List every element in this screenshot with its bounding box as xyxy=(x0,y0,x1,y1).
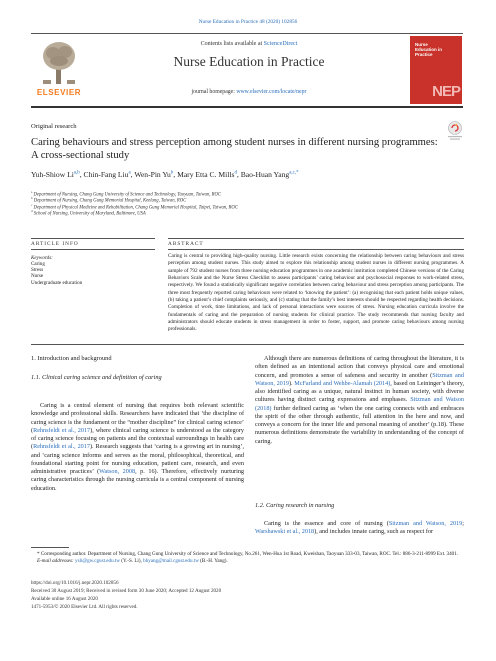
keyword-item: Stress xyxy=(31,267,44,274)
check-for-updates-icon[interactable] xyxy=(447,121,463,141)
abstract-rule-2 xyxy=(168,249,464,250)
subsection-heading-1-1: 1.1. Clinical caring science and definition of caring xyxy=(31,374,162,381)
citation-link[interactable]: Sitzman and Watson (2018) xyxy=(255,396,464,412)
citation-link[interactable]: Sitzman and Watson, 2019 xyxy=(388,520,463,527)
author-name[interactable]: Wen-Pin Yu xyxy=(134,170,171,179)
abstract-rule xyxy=(168,238,464,239)
citation-link[interactable]: Rehnsfeldt et al., 2017 xyxy=(33,443,90,451)
sciencedirect-link[interactable]: ScienceDirect xyxy=(263,41,298,47)
email-link-1[interactable]: ysli@gw.cgust.edu.tw xyxy=(75,558,120,564)
author-affiliation-marker[interactable]: d xyxy=(234,170,237,176)
author-affiliation-marker[interactable]: b xyxy=(170,170,174,176)
elsevier-logo[interactable] xyxy=(33,38,85,100)
author-list: Yuh-Shiow Li$^{a,b}$, Chin-Fang Liu$^a$, Wen-Pin Yu$^b$, Mary Etta C. Mills$^d$, Bao-Huan Yang$^{a,c,*}$ xyxy=(31,170,299,179)
affiliation-item: $^b$ Department of Nursing, Chang Gung Memorial Hospital, Keelung, Taiwan, ROC xyxy=(31,196,187,204)
homepage-link[interactable]: www.elsevier.com/locate/nepr xyxy=(236,89,307,95)
affiliation-item: $^c$ Department of Physical Medicine and Rehabilitation, Chang Gung Memorial Hospital, Taipei, Taiwan, ROC xyxy=(31,202,238,211)
affiliation-item: $^a$ Department of Nursing, Chang Gung University of Science and Technology, Taoyuan, Taiwan, ROC xyxy=(31,190,222,198)
article-type: Original research xyxy=(31,123,77,130)
author-affiliation-marker[interactable]: a xyxy=(128,170,131,176)
available-online: Available online 16 August 2020 xyxy=(31,596,98,602)
journal-cover[interactable] xyxy=(410,36,462,104)
keyword-item: Undergraduate education xyxy=(31,279,83,286)
affiliation-item: $^d$ School of Nursing, University of Maryland, Baltimore, USA xyxy=(31,208,146,217)
header-rule-top xyxy=(31,33,463,34)
citation-link[interactable]: Warshawski et al., 2018 xyxy=(255,528,315,536)
citation-link[interactable]: McFarland and Wehbe-Alamah (2014) xyxy=(294,379,391,387)
author-affiliation-marker[interactable]: a,c,* xyxy=(289,170,299,176)
cover-mark: NEP xyxy=(432,83,460,100)
author-name[interactable]: Yuh-Shiow Li xyxy=(31,170,74,179)
citation-link[interactable]: Sitzman and Watson, 2019 xyxy=(255,371,464,387)
author-name[interactable]: Chin-Fang Liu xyxy=(83,170,129,179)
running-head: Nurse Education in Practice 48 (2020) 102856 xyxy=(198,19,298,25)
article-info-heading: ARTICLE INFO xyxy=(31,241,79,247)
journal-homepage: journal homepage: www.elsevier.com/locate/nepr xyxy=(191,89,307,95)
corresponding-author-note: * Corresponding author. Department of Nursing, Chang Gung University of Science and Technology, No.261, Wen-Hua 1st Road, Kweishan, Taoyuan 333-03, Taiwan, ROC. Tel.: 886-3-211-8999 Ext. 3401. xyxy=(37,551,459,557)
author-name[interactable]: Bao-Huan Yang xyxy=(240,170,290,179)
doi-link[interactable]: https://doi.org/10.1016/j.nepr.2020.102856 xyxy=(31,580,119,586)
abstract-end-rule xyxy=(31,344,464,345)
received-dates: Received 30 August 2019; Received in revised form 30 June 2020; Accepted 12 August 2020 xyxy=(31,588,222,594)
body-paragraph-right-1: Although there are numerous definitions of caring throughout the literature, it is often defined as an intentional action that conveys physical care and emotional concern, and promotes a sense of safeness and security in another (Sitzman and Watson, 2019). McFarland and Wehbe-Alamah (2014), based on Leininger’s theory, also identified caring as a unique, natural instinct in human society, with diverse cultures having distinct caring expressions and emphases. Sitzman and Watson (2018) further defined caring as ‘when the one caring connects with and embraces the spirit of the other through authentic, full attention in the here and now, and conveys a concern for the inner life and personal meaning of another’ (p.18). These numerous definitions demonstrate the variability in understanding of the concept of caring. xyxy=(255,355,465,445)
contents-line: Contents lists available at ScienceDirect xyxy=(200,41,298,47)
publisher-name: ELSEVIER xyxy=(36,88,82,97)
article-title: Caring behaviours and stress perception among student nurses in different nursing programmes: A cross-sectional study xyxy=(31,137,438,161)
keywords-label: Keywords: xyxy=(31,255,53,261)
article-info-rule-2 xyxy=(31,249,155,250)
elsevier-tree-icon xyxy=(41,40,77,86)
header-rule-bottom xyxy=(31,106,463,108)
copyright: 1471-5953/© 2020 Elsevier Ltd. All rights reserved. xyxy=(31,604,138,610)
keyword-item: Caring xyxy=(31,261,45,267)
footnote-rule xyxy=(31,547,69,548)
article-info-rule xyxy=(31,238,155,239)
abstract-heading: ABSTRACT xyxy=(168,241,204,247)
body-paragraph-right-2: Caring is the essence and core of nursing (Sitzman and Watson, 2019; Warshawski et al., 2018), and includes innate caring, such as respect for xyxy=(255,520,465,536)
journal-title: Nurse Education in Practice xyxy=(173,54,325,69)
abstract-text: Caring is central to providing high-quality nursing. Little research exists concerning the relationship between caring behaviours and stress perception among student nurses. This study aimed to explore this relationship among student nurses in different nursing programmes. A sample of 792 student nurses from three nursing education programmes in one academic institution completed Chinese versions of the Caring Behaviors Scale and the Nurse Stress Checklist to assess participants’ caring behaviour and psychosocial responses to work-related stress, respectively. We found a statistically significant negative correlation between caring behaviour and stress perception among participants. The three most frequently reported caring behaviours were related to ‘knowing the patient’: (a) recognising that each patient holds unique values, (b) taking a patient’s chief complaints seriously, and (c) stating that the family’s best interests should be respected regarding health decisions. Completion of work, time limitations, and lack of personal interactions were sources of stress. Nursing education curricula involve the fundamentals of caring and the preparation of nursing students for clinical practice. The study recommends that nursing faculty and administrators should educate students in stress management in order to foster, support, and promote caring behaviours among nursing professionals. xyxy=(168,253,464,333)
subsection-heading-1-2: 1.2. Caring research in nursing xyxy=(255,502,335,509)
keyword-item: Nurse xyxy=(31,273,44,280)
body-paragraph-left: Caring is a central element of nursing that requires both relevant scientific knowledge and professional skills. Researchers have indicated that ‘the discipline of caring science is the fundament or the “mother discipline” for clinical caring science’ (Rehnsfeldt et al., 2017), where clinical caring science is understood as the category of caring science focusing on patients and the contextual surroundings in health care (Rehnsfeldt et al., 2017). Research suggests that ‘caring is a growing art in nursing’, and ‘caring science informs and serves as the moral, philosophical, theoretical, and foundational starting point for nursing education, patient care, research, and even administrative practices’ (Watson, 2008, p. 16). Therefore, effectively nurturing caring characteristics through the nursing curricula is a central component of nursing education. xyxy=(31,402,245,492)
section-heading-1: 1. Introduction and background xyxy=(31,355,112,362)
email-line: E-mail addresses: ysli@gw.cgust.edu.tw (Y.-S. Li), bhyang@mail.cgust.edu.tw (B.-H. Yang). xyxy=(37,558,228,564)
citation-link[interactable]: Rehnsfeldt et al., 2017 xyxy=(33,426,91,434)
email-link-2[interactable]: bhyang@mail.cgust.edu.tw xyxy=(143,558,199,564)
author-affiliation-marker[interactable]: a,b xyxy=(73,170,80,176)
author-name[interactable]: Mary Etta C. Mills xyxy=(177,170,235,179)
cover-title: Nurse Education in Practice xyxy=(415,42,442,58)
footnote xyxy=(31,551,463,565)
citation-link[interactable]: Watson, 2008 xyxy=(99,468,136,475)
